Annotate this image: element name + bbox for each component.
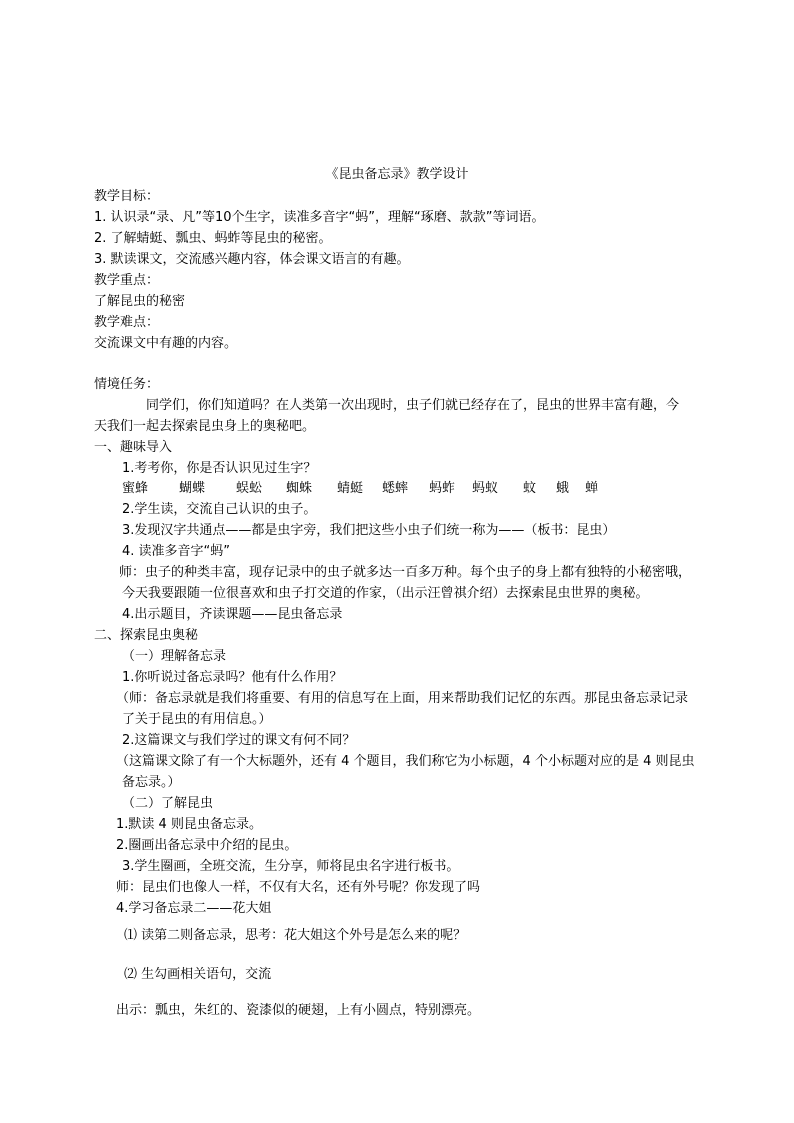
key-points-text: 了解昆虫的秘密	[94, 294, 186, 309]
subsection-heading: （二）了解昆虫	[122, 796, 214, 811]
insect-word: 蟋蟀	[382, 481, 409, 496]
goals-heading: 教学目标：	[94, 189, 160, 204]
section-2-heading: 二、探索昆虫奥秘	[94, 628, 199, 643]
insect-word: 蚂蚱	[429, 481, 456, 496]
insect-word: 蝴蝶	[179, 481, 206, 496]
answer-text: （师：备忘录就是我们将重要、有用的信息写在上面，用来帮助我们记忆的东西。那昆虫备忘录记录	[116, 691, 689, 706]
task-paragraph: 同学们，你们知道吗？在人类第一次出现时，虫子们就已经存在了，昆虫的世界丰富有趣，今	[146, 398, 680, 413]
answer-text: 备忘录。）	[122, 775, 181, 790]
goal-item: 3. 默读课文，交流感兴趣内容，体会课文语言的有趣。	[94, 252, 410, 267]
answer-text: 了关于昆虫的有用信息。）	[122, 712, 272, 727]
insect-word: 蜈蚣	[236, 481, 263, 496]
section-1-item: 4.出示题目，齐读课题——昆虫备忘录	[122, 607, 343, 622]
section-2-item: 4.学习备忘录二——花大姐	[116, 901, 272, 916]
section-2-item: 1.你听说过备忘录吗？他有什么作用？	[122, 670, 343, 685]
goal-item: 2. 了解蜻蜓、瓢虫、蚂蚱等昆虫的秘密。	[94, 231, 332, 246]
subsection-heading: （一）理解备忘录	[122, 649, 227, 664]
insect-word: 蜜蜂	[122, 481, 149, 496]
section-2-item: 2.这篇课文与我们学过的课文有何不同？	[122, 733, 356, 748]
section-2-item: 1.默读 4 则昆虫备忘录。	[116, 817, 262, 832]
section-1-heading: 一、趣味导入	[94, 440, 173, 455]
teacher-remark: 师：昆虫们也像人一样，不仅有大名，还有外号呢？你发现了吗	[116, 880, 481, 895]
answer-text: （这篇课文除了有一个大标题外，还有 4 个题目，我们称它为小标题，4 个小标题对应的是 4 则昆虫	[116, 754, 695, 769]
key-points-heading: 教学重点：	[94, 273, 160, 288]
insect-word: 蚊	[523, 481, 537, 496]
section-2-item: 2.圈画出备忘录中介绍的昆虫。	[116, 838, 298, 853]
task-paragraph: 天我们一起去探索昆虫身上的奥秘吧。	[94, 419, 316, 434]
activity-step: ⑵ 生勾画相关语句，交流	[124, 967, 272, 982]
teacher-remark: 师：虫子的种类丰富，现存记录中的虫子就多达一百多万种。每个虫子的身上都有独特的小秘密哦，	[119, 565, 692, 580]
section-1-item: 2.学生读，交流自己认识的虫子。	[122, 502, 317, 517]
difficulty-heading: 教学难点：	[94, 315, 160, 330]
task-heading: 情境任务：	[94, 377, 160, 392]
section-1-item: 4. 读准多音字“蚂”	[122, 544, 231, 559]
insect-word: 蜻蜓	[337, 481, 364, 496]
insect-word: 蝉	[585, 481, 599, 496]
section-2-item: 3.学生圈画，全班交流，生分享，师将昆虫名字进行板书。	[122, 859, 460, 874]
section-1-item: 3.发现汉字共通点——都是虫字旁，我们把这些小虫子们统一称为——（板书：昆虫）	[122, 523, 616, 538]
section-1-item: 1.考考你，你是否认识见过生字？	[122, 461, 317, 476]
display-text: 出示：瓢虫，朱红的、瓷漆似的硬翅，上有小圆点，特别漂亮。	[116, 1003, 481, 1018]
difficulty-text: 交流课文中有趣的内容。	[94, 336, 238, 351]
insect-word: 蛾	[556, 481, 570, 496]
document-title: 《昆虫备忘录》教学设计	[325, 167, 469, 182]
activity-step: ⑴ 读第二则备忘录，思考：花大姐这个外号是怎么来的呢？	[124, 928, 467, 943]
goal-item: 1. 认识录“录、凡”等10个生字，读准多音字“蚂”，理解“琢磨、款款”等词语。	[94, 210, 545, 225]
insect-word: 蚂蚁	[472, 481, 499, 496]
insect-word: 蜘蛛	[286, 481, 313, 496]
teacher-remark: 今天我要跟随一位很喜欢和虫子打交道的作家，（出示汪曾祺介绍）去探索昆虫世界的奥秘。	[122, 586, 649, 601]
